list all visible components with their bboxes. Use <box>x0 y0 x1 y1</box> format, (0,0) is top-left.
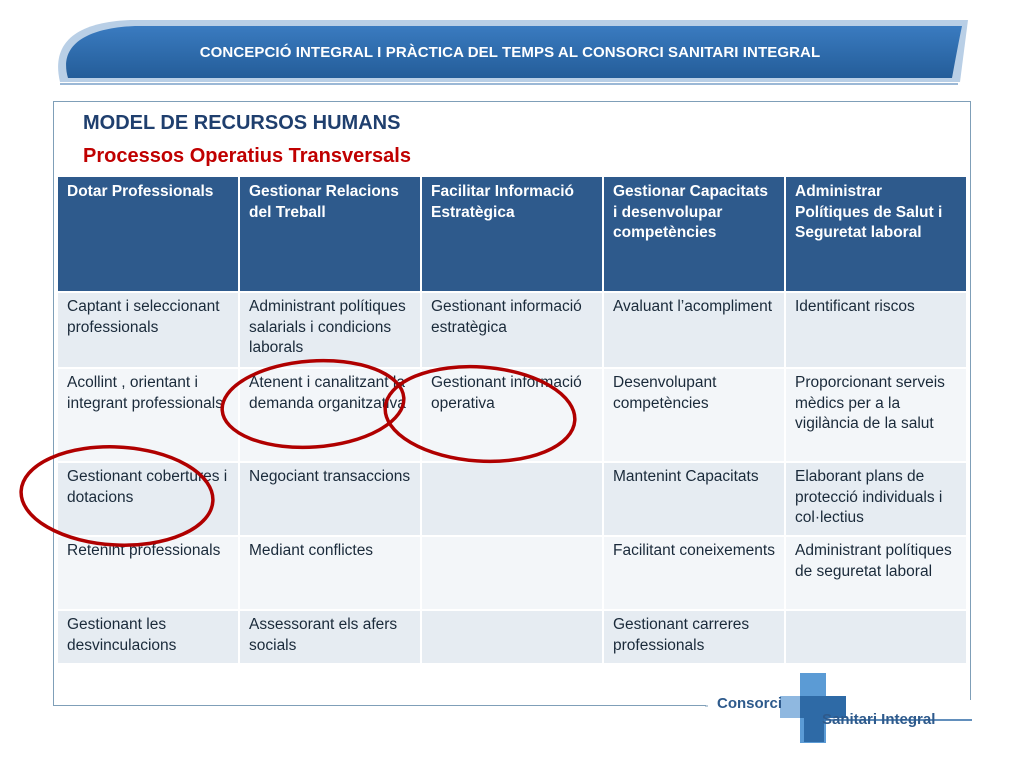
table-cell <box>422 611 602 663</box>
table-cell: Avaluant l’acompliment <box>604 293 784 367</box>
table-header-row <box>58 177 966 291</box>
table-row <box>58 611 966 663</box>
column-header: Gestionar Relacions del Treball <box>240 177 420 291</box>
table-cell: Proporcionant serveis mèdics per a la vigilància de la salut <box>786 369 966 461</box>
table-cell: Captant i seleccionant professionals <box>58 293 238 367</box>
page-title: MODEL DE RECURSOS HUMANS <box>83 112 401 134</box>
table-cell: Gestionant cobertures i dotacions <box>58 463 238 535</box>
table-row <box>58 293 966 367</box>
table-cell: Mediant conflictes <box>240 537 420 609</box>
process-table <box>56 175 968 665</box>
table-row <box>58 369 966 461</box>
table-cell: Identificant riscos <box>786 293 966 367</box>
table-cell: Gestionant informació operativa <box>422 369 602 461</box>
table-cell: Desenvolupant competències <box>604 369 784 461</box>
table-cell: Gestionant les desvinculacions <box>58 611 238 663</box>
table-cell: Mantenint Capacitats <box>604 463 784 535</box>
table-cell <box>422 537 602 609</box>
table-cell: Gestionant carreres professionals <box>604 611 784 663</box>
table-row <box>58 463 966 535</box>
table-cell: Gestionant informació estratègica <box>422 293 602 367</box>
table-cell: Atenent i canalitzant la demanda organitzativa <box>240 369 420 461</box>
column-header: Administrar Polítiques de Salut i Seguretat laboral <box>786 177 966 291</box>
table-cell: Elaborant plans de protecció individuals i col·lectius <box>786 463 966 535</box>
table-row <box>58 537 966 609</box>
banner-title: CONCEPCIÓ INTEGRAL I PRÀCTICA DEL TEMPS AL CONSORCI SANITARI INTEGRAL <box>199 44 821 61</box>
page-subtitle: Processos Operatius Transversals <box>83 145 411 167</box>
logo-text-consorci: Consorci <box>717 695 783 712</box>
table-cell: Administrant polítiques de seguretat laboral <box>786 537 966 609</box>
table-cell <box>786 611 966 663</box>
table-cell: Assessorant els afers socials <box>240 611 420 663</box>
table-cell: Administrant polítiques salarials i condicions laborals <box>240 293 420 367</box>
table-cell: Acollint , orientant i integrant professionals <box>58 369 238 461</box>
table-cell: Negociant transaccions <box>240 463 420 535</box>
logo-text-sanitari: Sanitari Integral <box>822 711 936 728</box>
column-header: Facilitar Informació Estratègica <box>422 177 602 291</box>
column-header: Gestionar Capacitats i desenvolupar competències <box>604 177 784 291</box>
top-banner <box>0 0 1024 95</box>
table-cell: Retenint professionals <box>58 537 238 609</box>
column-header: Dotar Professionals <box>58 177 238 291</box>
table-cell: Facilitant coneixements <box>604 537 784 609</box>
table-cell <box>422 463 602 535</box>
